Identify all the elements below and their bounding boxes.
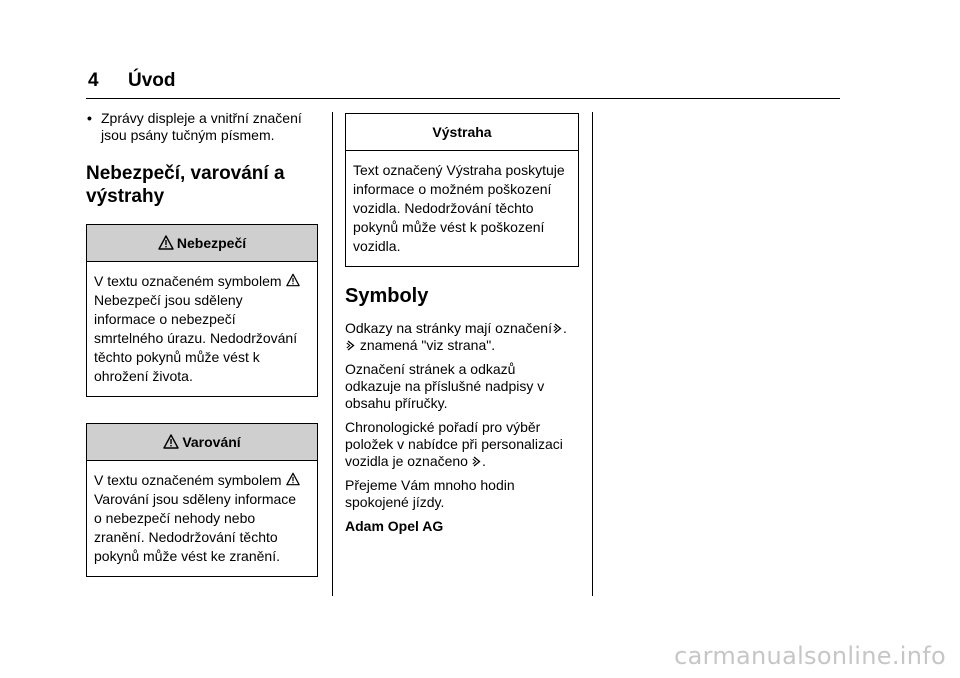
paragraph-references bbox=[345, 320, 579, 354]
body-line: pokynů může vést ke zranění. bbox=[94, 548, 280, 564]
body-line: informace o nebezpečí bbox=[94, 311, 236, 327]
body-line: smrtelného úrazu. Nedodržování bbox=[94, 330, 298, 346]
warning-box bbox=[86, 423, 318, 577]
section-heading-symbols: Symboly bbox=[345, 285, 429, 307]
bullet-text-line: jsou psány tučným písmem. bbox=[101, 127, 275, 143]
body-line: Varování jsou sděleny informace bbox=[94, 491, 297, 507]
body-line: V textu označeném symbolem bbox=[94, 472, 282, 488]
paragraph-page-marks bbox=[345, 361, 579, 412]
text-span: . bbox=[481, 453, 486, 469]
body-line: vozidla. bbox=[353, 238, 401, 254]
text-span: Chronologické pořadí pro výběr bbox=[345, 419, 541, 435]
text-span: obsahu příručky. bbox=[345, 395, 448, 411]
danger-box-title bbox=[87, 225, 317, 262]
danger-title-text: Nebezpečí bbox=[176, 235, 247, 251]
heading-line: výstrahy bbox=[86, 186, 165, 207]
body-line: pokynů může vést k poškození bbox=[353, 219, 545, 235]
warning-triangle-icon bbox=[286, 472, 300, 486]
body-line: informace o možném poškození bbox=[353, 181, 552, 197]
text-span: vozidla je označeno bbox=[345, 453, 468, 469]
bullet-text-line: Zprávy displeje a vnitřní značení bbox=[101, 110, 302, 126]
body-line: Nebezpečí jsou sděleny bbox=[94, 292, 243, 308]
menu-sequence-arrow-icon bbox=[472, 456, 481, 467]
text-span: odkazuje na příslušné nadpisy v bbox=[345, 378, 545, 394]
column-divider-left bbox=[332, 112, 333, 596]
text-span: Označení stránek a odkazů bbox=[345, 361, 516, 377]
warning-box-title bbox=[87, 424, 317, 461]
body-line: ohrožení života. bbox=[94, 368, 193, 384]
header-rule bbox=[86, 98, 840, 99]
warning-title-text: Varování bbox=[182, 434, 241, 450]
body-line: těchto pokynů může vést k bbox=[94, 349, 260, 365]
section-heading-warnings bbox=[86, 162, 318, 208]
caution-box bbox=[345, 113, 579, 267]
page-number: 4 bbox=[88, 70, 99, 91]
signature: Adam Opel AG bbox=[345, 518, 444, 534]
text-span: Odkazy na stránky mají označení bbox=[345, 320, 552, 336]
warning-triangle-icon bbox=[163, 434, 179, 449]
page-header bbox=[88, 70, 176, 92]
paragraph-wishes bbox=[345, 477, 579, 511]
watermark: carmanualsonline.info bbox=[674, 642, 946, 670]
warning-triangle-icon bbox=[286, 273, 300, 287]
warning-box-body bbox=[87, 461, 317, 576]
body-line: zranění. Nedodržování těchto bbox=[94, 529, 278, 545]
column-left bbox=[86, 110, 318, 577]
bullet-symbol: • bbox=[87, 110, 92, 126]
text-span: znamená "viz strana". bbox=[359, 337, 496, 353]
caution-box-body bbox=[346, 151, 578, 266]
danger-box-body bbox=[87, 262, 317, 396]
bullet-item bbox=[86, 110, 318, 144]
text-span: spokojené jízdy. bbox=[345, 494, 445, 510]
text-span: Přejeme Vám mnoho hodin bbox=[345, 477, 515, 493]
body-line: vozidla. Nedodržování těchto bbox=[353, 200, 534, 216]
body-line: V textu označeném symbolem bbox=[94, 273, 282, 289]
caution-box-title: Výstraha bbox=[346, 114, 578, 151]
page-reference-arrow-icon bbox=[346, 340, 355, 351]
column-middle bbox=[345, 113, 579, 542]
text-span: položek v nabídce při personalizaci bbox=[345, 436, 563, 452]
body-line: Text označený Výstraha poskytuje bbox=[353, 162, 565, 178]
page-title: Úvod bbox=[128, 70, 176, 91]
text-span: . bbox=[563, 320, 567, 336]
heading-line: Nebezpečí, varování a bbox=[86, 163, 285, 184]
danger-box bbox=[86, 224, 318, 397]
warning-triangle-icon bbox=[158, 235, 174, 250]
paragraph-menu-order bbox=[345, 419, 579, 470]
body-line: o nebezpečí nehody nebo bbox=[94, 510, 256, 526]
column-divider-right bbox=[592, 112, 593, 596]
page-reference-arrow-icon bbox=[553, 323, 562, 334]
